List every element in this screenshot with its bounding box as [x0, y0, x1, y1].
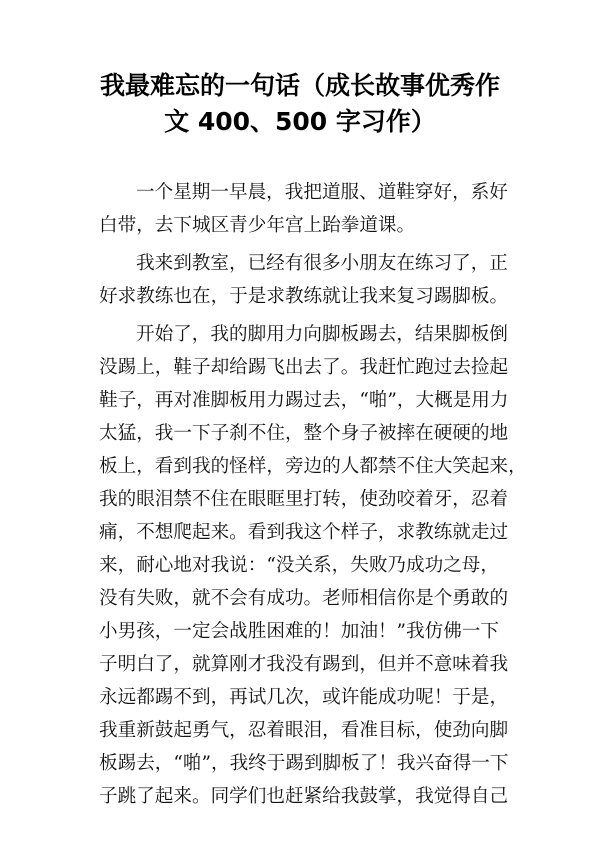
text-line: 一个星期一早晨，我把道服、道鞋穿好，系好	[136, 182, 508, 203]
text-line: 痛，不想爬起来。看到我这个样子，求教练就走过	[99, 522, 509, 543]
document-title	[60, 68, 540, 140]
title-line: 我最难忘的一句话（成长故事优秀作	[99, 71, 500, 100]
text-line: 子跳了起来。同学们也赶紧给我鼓掌，我觉得自己	[99, 786, 509, 807]
text-line: 板踢去，“啪”，我终于踢到脚板了！我兴奋得一下	[99, 753, 509, 774]
text-line: 鞋子，再对准脚板用力踢过去，“啪”，大概是用力	[99, 390, 509, 411]
text-line: 我重新鼓起勇气，忍着眼泪，看准目标，使劲向脚	[99, 720, 509, 741]
text-line: 没踢上，鞋子却给踢飞出去了。我赶忙跑过去捡起	[99, 357, 509, 378]
text-line: 我的眼泪禁不住在眼眶里打转，使劲咬着牙，忍着	[99, 489, 509, 510]
text-line: 没有失败，就不会有成功。老师相信你是个勇敢的	[99, 588, 509, 609]
text-line: 我来到教室，已经有很多小朋友在练习了，正	[136, 253, 508, 274]
document-body	[99, 176, 527, 818]
paragraph	[99, 176, 508, 242]
text-line: 白带，去下城区青少年宫上跆拳道课。	[99, 215, 416, 236]
text-line: 开始了，我的脚用力向脚板踢去，结果脚板倒	[136, 324, 508, 345]
text-line: 子明白了，就算刚才我没有踢到，但并不意味着我	[99, 654, 509, 675]
text-line: 小男孩，一定会战胜困难的！加油！”我仿佛一下	[99, 621, 499, 642]
text-line: 永远都踢不到，再试几次，或许能成功呢！于是，	[99, 687, 509, 708]
paragraph	[99, 318, 527, 813]
text-line: 太猛，我一下子刹不住，整个身子被摔在硬硬的地	[99, 423, 509, 444]
paragraph	[99, 247, 509, 313]
title-line: 文 400、500 字习作）	[164, 107, 436, 136]
text-line: 板上，看到我的怪样，旁边的人都禁不住大笑起来，	[99, 456, 527, 477]
text-line: 好求教练也在，于是求教练就让我来复习踢脚板。	[99, 286, 509, 307]
text-line: 来，耐心地对我说：“没关系，失败乃成功之母，	[99, 555, 499, 576]
